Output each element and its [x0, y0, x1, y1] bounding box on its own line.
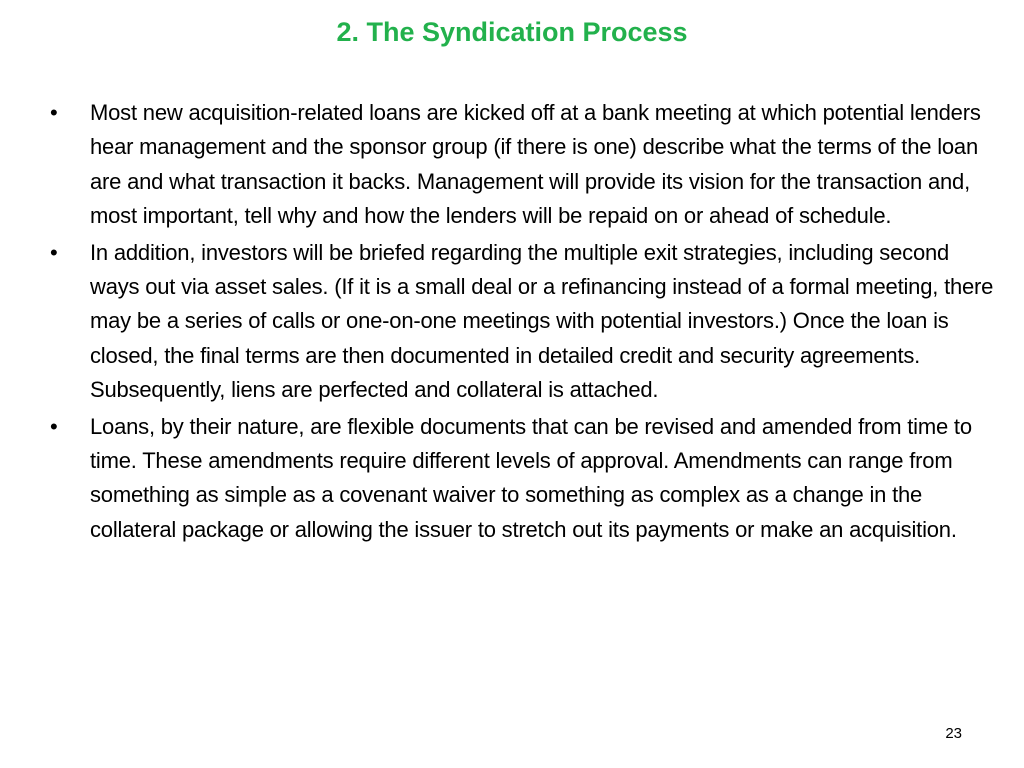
bullet-text: In addition, investors will be briefed regarding the multiple exit strategies, including second ways out via asset sales. (If it is a small deal or a refinancing instead of a formal meeting, there may be a series of calls or one-on-one meetings with potential investors.) Once the loan is closed, the final terms are then documented in detailed credit and security agreements. Subsequently, liens are perfected and collateral is attached.	[90, 239, 994, 403]
bullet-marker: •	[50, 239, 58, 265]
bullet-list	[44, 96, 994, 549]
page-number: 23	[945, 725, 962, 742]
slide-title: 2. The Syndication Process	[336, 17, 688, 47]
bullet-text: Most new acquisition-related loans are kicked off at a bank meeting at which potential lenders hear management and the sponsor group (if there is one) describe what the terms of the loan are and what transaction it backs. Management will provide its vision for the transaction and, most important, tell why and how the lenders will be repaid on or ahead of schedule.	[90, 100, 981, 229]
bullet-marker: •	[50, 413, 58, 439]
bullet-item	[44, 96, 994, 234]
bullet-item	[44, 410, 994, 548]
bullet-item	[44, 236, 994, 408]
bullet-text: Loans, by their nature, are flexible documents that can be revised and amended from time to time. These amendments require different levels of approval. Amendments can range from something as simple as a covenant waiver to something as complex as a change in the collateral package or allowing the issuer to stretch out its payments or make an acquisition.	[90, 413, 972, 542]
bullet-marker: •	[50, 100, 58, 125]
